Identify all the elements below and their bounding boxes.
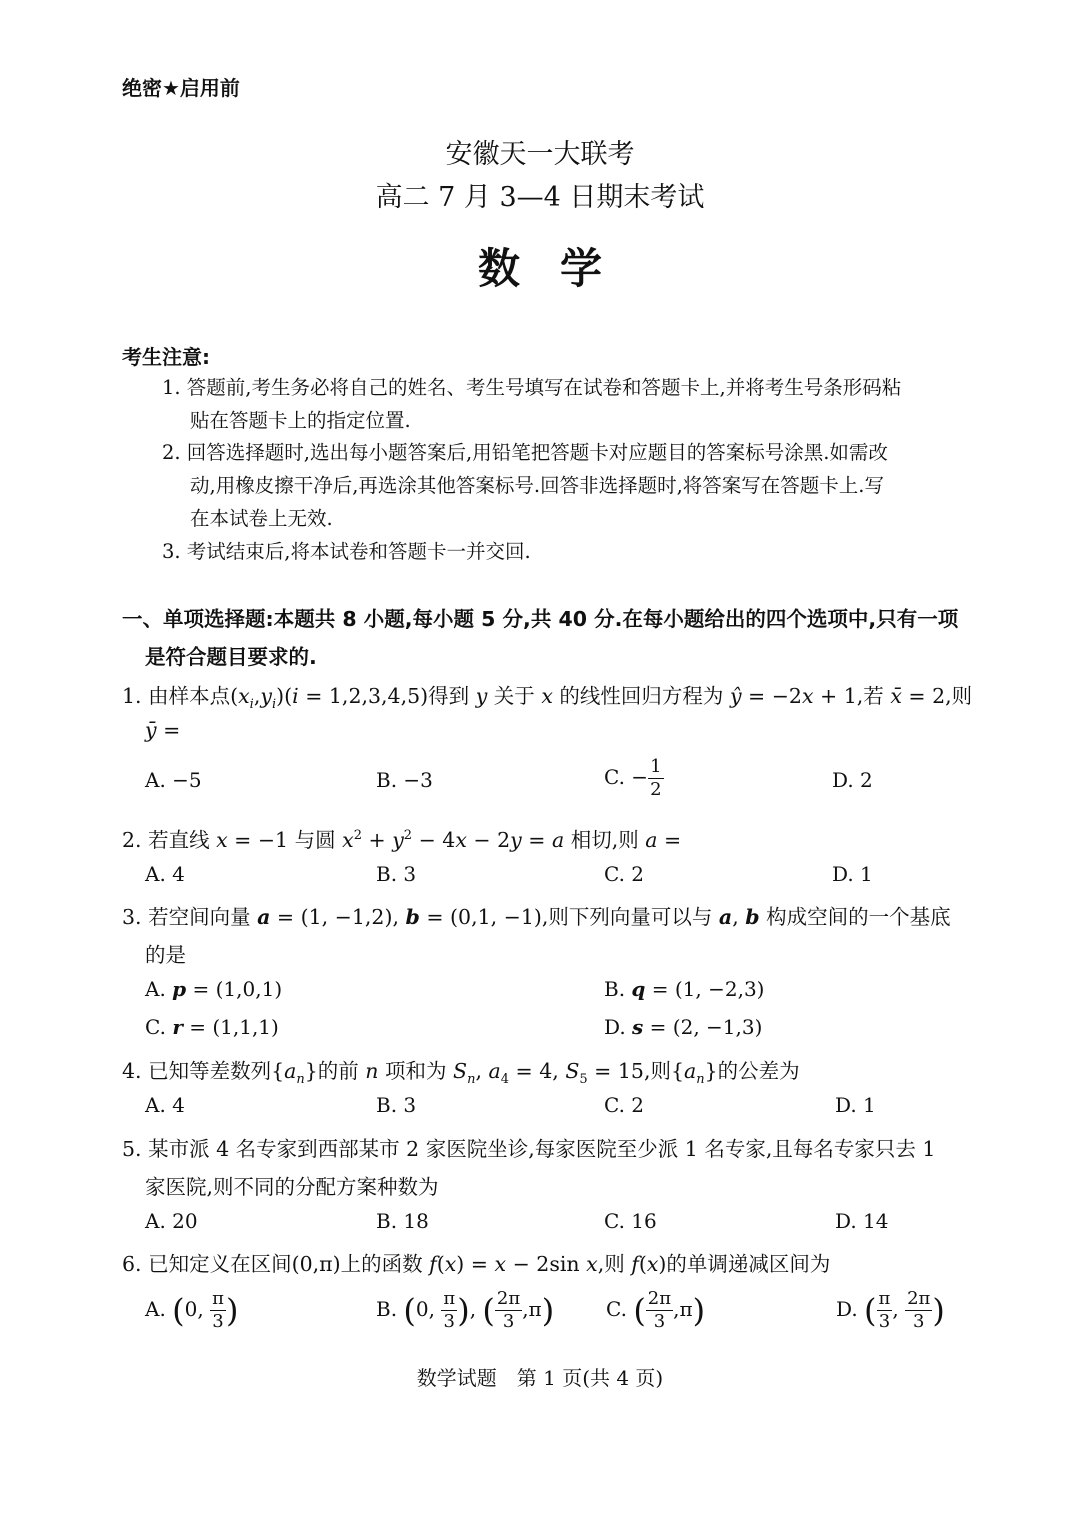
question-3-stem-cont: 的是 [145, 943, 186, 967]
question-1-stem-cont: ȳ = [145, 718, 181, 742]
q1-option-b: B. −3 [376, 768, 433, 792]
q6-option-c: C. ( $\frac{2\pi}{3}$ ,π) [606, 1288, 706, 1332]
question-6-stem: 6. 已知定义在区间(0,π)上的函数 f(x) = x − 2sin x,则 f(x)的单调递减区间为 [122, 1252, 831, 1276]
q6-option-d: D. ( $\frac{\pi}{3}$ , $\frac{2\pi}{3}$ ) [836, 1288, 945, 1332]
question-5-stem: 5. 某市派 4 名专家到西部某市 2 家医院坐诊,每家医院至少派 1 名专家,且每名专家只去 1 [122, 1137, 936, 1161]
fraction-numerator: 1 [650, 756, 662, 777]
q4-option-b: B. 3 [376, 1093, 417, 1117]
notice-line: 3. 考试结束后,将本试卷和答题卡一并交回. [162, 540, 531, 563]
q2-option-b: B. 3 [376, 862, 417, 886]
section-heading-cont: 是符合题目要求的. [145, 645, 317, 669]
notice-line: 1. 答题前,考生务必将自己的姓名、考生号填写在试卷和答题卡上,并将考生号条形码粘 [162, 376, 902, 399]
q2-option-a: A. 4 [145, 862, 185, 886]
q5-option-c: C. 16 [604, 1209, 657, 1233]
page-footer: 数学试题 第 1 页(共 4 页) [416, 1366, 664, 1390]
confidential-mark: 绝密★启用前 [122, 76, 240, 100]
fraction-denominator: 2 [650, 779, 662, 800]
notice-line: 在本试卷上无效. [190, 507, 333, 530]
exam-title: 高二 7 月 3—4 日期末考试 [375, 182, 705, 213]
q2-option-c: C. 2 [604, 862, 645, 886]
q4-option-d: D. 1 [835, 1093, 876, 1117]
notice-line: 贴在答题卡上的指定位置. [190, 409, 411, 432]
q2-option-d: D. 1 [832, 862, 873, 886]
q4-option-c: C. 2 [604, 1093, 645, 1117]
subject-title: 数学 [477, 244, 642, 293]
q3-option-d: D. s = (2, −1,3) [604, 1015, 763, 1039]
notice-line: 动,用橡皮擦干净后,再选涂其他答案标号.回答非选择题时,将答案写在答题卡上.写 [190, 474, 884, 497]
notice-line: 2. 回答选择题时,选出每小题答案后,用铅笔把答题卡对应题目的答案标号涂黑.如需改 [162, 441, 888, 464]
exam-organizer: 安徽天一大联考 [445, 139, 635, 170]
notice-heading: 考生注意: [122, 345, 210, 369]
q4-option-a: A. 4 [145, 1093, 185, 1117]
question-3-stem: 3. 若空间向量 a = (1, −1,2), b = (0,1, −1),则下列向量可以与 a, b 构成空间的一个基底 [122, 905, 951, 929]
q6-option-a: A. (0, $\frac{\pi}{3}$ ) [145, 1288, 239, 1332]
q5-option-a: A. 20 [145, 1209, 198, 1233]
question-1-stem: 1. 由样本点$(x_i,y_i)(i = 1,2,3,4,5)$得到 y 关于 x 的线性回归方程为 ŷ = −2x + 1,若 x̄ = 2,则 [122, 684, 973, 713]
q1-option-a: A. −5 [145, 768, 202, 792]
q3-option-c: C. r = (1,1,1) [145, 1015, 279, 1039]
q6-option-b: B. (0, $\frac{\pi}{3}$ ), ( $\frac{2\pi}{3}$ ,π) [376, 1288, 555, 1332]
q1-option-c: C. − $\frac{1}{2}$ [604, 756, 662, 800]
q5-option-b: B. 18 [376, 1209, 429, 1233]
question-4-stem: 4. 已知等差数列$\{a_n\}$的前 n 项和为 $S_n$, $a_4 = 4$, $S_5 = 15$,则$\{a_n\}$的公差为 [122, 1059, 800, 1088]
q3-option-a: A. p = (1,0,1) [145, 977, 283, 1001]
q5-option-d: D. 14 [835, 1209, 889, 1233]
question-2-stem: 2. 若直线 x = −1 与圆 $x^2 + y^2 - 4x - 2y = a$ 相切,则 a = [122, 828, 682, 852]
question-5-stem-cont: 家医院,则不同的分配方案种数为 [145, 1175, 439, 1199]
section-heading: 一、单项选择题:本题共 8 小题,每小题 5 分,共 40 分.在每小题给出的四个选项中,只有一项 [122, 607, 959, 631]
q1-option-d: D. 2 [832, 768, 873, 792]
q3-option-b: B. q = (1, −2,3) [604, 977, 765, 1001]
